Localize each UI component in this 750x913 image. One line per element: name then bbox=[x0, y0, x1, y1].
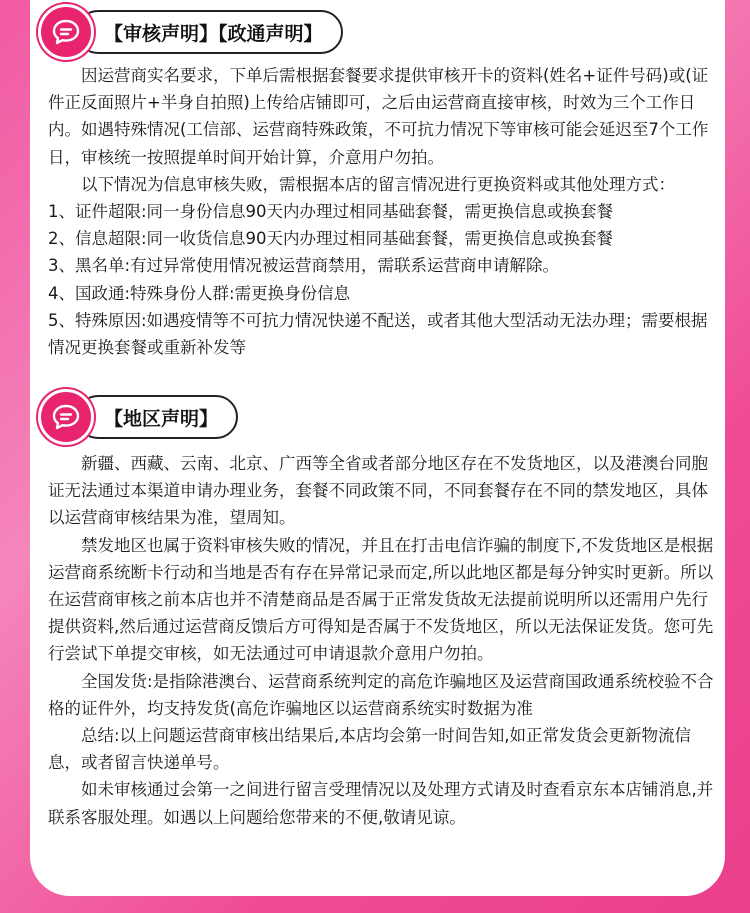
chat-bubble-icon bbox=[38, 389, 94, 445]
paragraph: 如未审核通过会第一之间进行留言受理情况以及处理方式请及时查看京东本店铺消息,并联系客服处理。如遇以上问题给您带来的不便,敬请见谅。 bbox=[48, 780, 714, 827]
list-item: 5、特殊原因:如遇疫情等不可抗力情况快递不配送，或者其他大型活动无法办理；需要根据情况更换套餐或重新补发等 bbox=[48, 310, 708, 358]
list-item: 1、证件超限:同一身份信息90天内办理过相同基础套餐，需更换信息或换套餐 bbox=[48, 202, 614, 222]
paragraph: 以下情况为信息审核失败，需根据本店的留言情况进行更换资料或其他处理方式： bbox=[81, 174, 675, 194]
chat-bubble-icon bbox=[38, 4, 94, 60]
paragraph: 禁发地区也属于资料审核失败的情况，并且在打击电信诈骗的制度下,不发货地区是根据运营商系统断卡行动和当地是否有存在异常记录而定,所以此地区都是每分钟实时更新。所以在运营商审核之前本店也并不清楚商品是否属于正常发货故无法提前说明所以还需用户先行提供资料,然后通过运营商反馈后方可得知是否属于不发货地区，所以无法保证发货。您可先行尝试下单提交审核，如无法通过可申请退款介意用户勿拍。 bbox=[48, 535, 714, 664]
section-header-region bbox=[38, 395, 238, 439]
section-title: 【地区声明】 bbox=[76, 395, 238, 439]
list-item: 3、黑名单:有过异常使用情况被运营商禁用，需联系运营商申请解除。 bbox=[48, 256, 560, 276]
region-statement-text bbox=[48, 450, 718, 831]
paragraph: 因运营商实名要求，下单后需根据套餐要求提供审核开卡的资料(姓名+证件号码)或(证件正反面照片+半身自拍照)上传给店铺即可，之后由运营商直接审核，时效为三个工作日内。如遇特殊情况(工信部、运营商特殊政策，不可抗力情况下等审核可能会延迟至7个工作日，审核统一按照提单时间开始计算，介意用户勿拍。 bbox=[48, 66, 709, 167]
paragraph: 总结:以上问题运营商审核出结果后,本店均会第一时间告知,如正常发货会更新物流信息，或者留言快递单号。 bbox=[48, 726, 692, 773]
paragraph: 新疆、西藏、云南、北京、广西等全省或者部分地区存在不发货地区，以及港澳台同胞证无法通过本渠道申请办理业务，套餐不同政策不同，不同套餐存在不同的禁发地区，具体以运营商审核结果为准，望周知。 bbox=[48, 454, 708, 528]
list-item: 2、信息超限:同一收货信息90天内办理过相同基础套餐，需更换信息或换套餐 bbox=[48, 229, 614, 249]
section-title: 【审核声明】【政通声明】 bbox=[76, 10, 343, 54]
paragraph: 全国发货:是指除港澳台、运营商系统判定的高危诈骗地区及运营商国政通系统校验不合格的证件外，均支持发货(高危诈骗地区以运营商系统实时数据为准 bbox=[48, 671, 714, 718]
list-item: 4、国政通:特殊身份人群:需更换身份信息 bbox=[48, 283, 351, 303]
section-header-review bbox=[38, 10, 343, 54]
review-statement-text bbox=[48, 62, 718, 361]
